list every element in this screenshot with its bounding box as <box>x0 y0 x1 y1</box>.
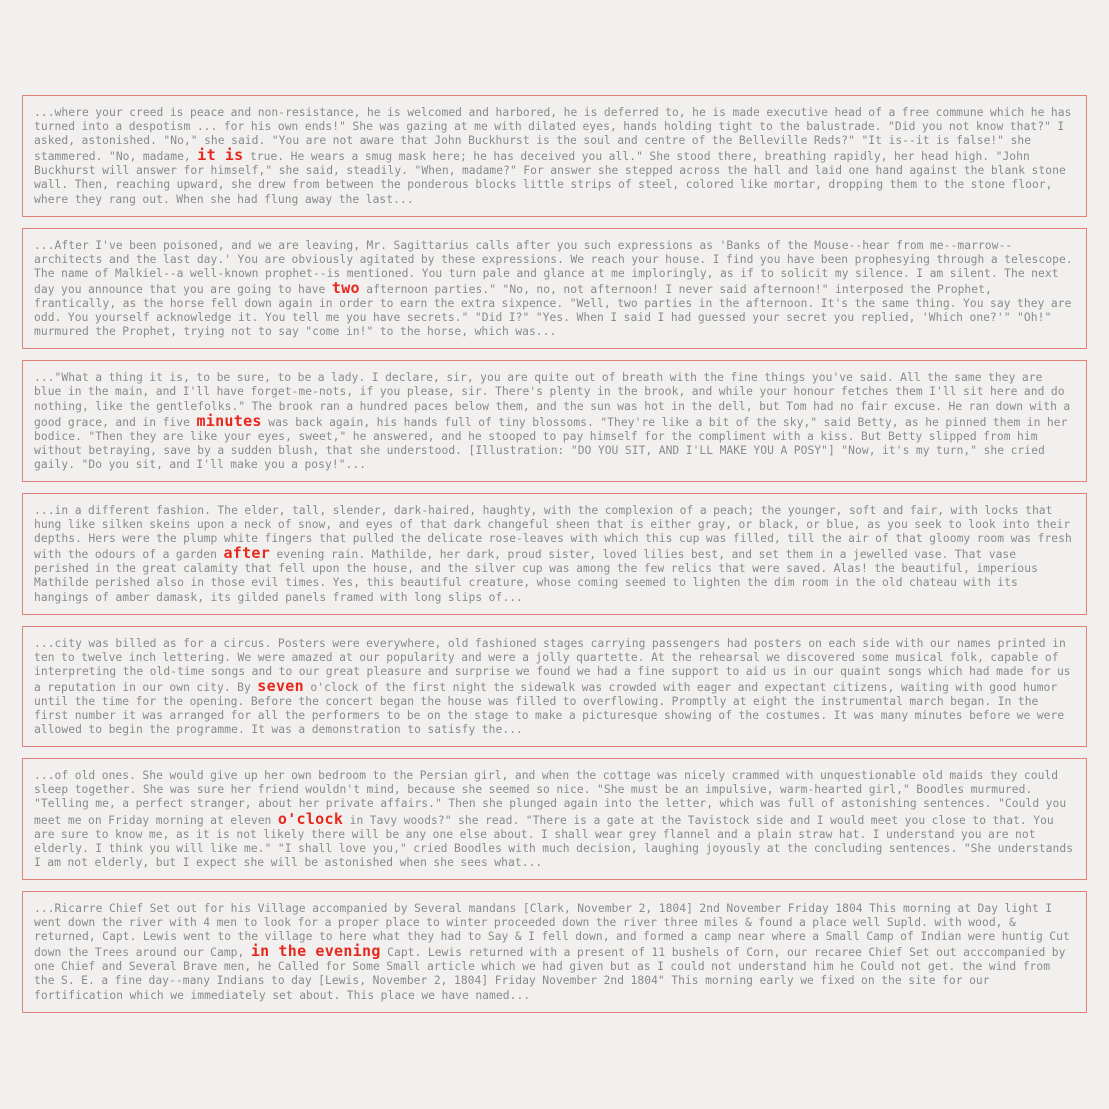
passage-text-before: ...city was billed as for a circus. Posters were everywhere, old fashioned stages carrying passengers had posters on each side with our names printed in ten to twelve inch lettering. We were amazed at our popularity and were a jolly quartette. At the rehearsal we discovered some musical folk, capable of interpreting the old-time songs and to our great pleasure and surprise we found we had a fine support to aid us in our quaint songs which had made for us a reputation in our own city. By <box>34 636 1071 694</box>
highlighted-phrase: in the evening <box>250 942 381 961</box>
passage-text-after: o'clock of the first night the sidewalk was crowded with eager and expectant citizens, waiting with good humor until the time for the opening. Before the concert began the house was filled to overflowing. Promptly at eight the instrumental march began. In the first number it was arranged for all the performers to be on the stage to make a picturesque showing of the costumes. It was many minutes before we were allowed to begin the programme. It was a demonstration to satisfy the... <box>34 680 1065 737</box>
highlighted-phrase: seven <box>257 676 304 695</box>
passage-card <box>22 891 1087 1013</box>
highlighted-phrase: two <box>331 278 360 297</box>
passage-text-after: evening rain. Mathilde, her dark, proud sister, loved lilies best, and set them in a jewelled vase. That vase perished in the great calamity that fell upon the house, and the silver cup was among the few relics that were saved. Alas! the beautiful, imperious Mathilde perished also in those evil times. Yes, this beautiful creature, whose coming seemed to lighten the dim room in the old chateau with its hangings of amber damask, its gilded panels framed with long slips of... <box>34 548 1038 604</box>
passage-text-before: ...where your creed is peace and non-resistance, he is welcomed and harbored, he is deferred to, he is made executive head of a free commune which he has turned into a despotism ... for his own ends!" She was gazing at me with dilated eyes, hands holding tight to the balustrade. "Did you not know that?" I asked, astonished. "No," she said. "You are not aware that John Buckhurst is the soul and centre of the Belleville Reds?" "It is--it is false!" she stammered. "No, madame, <box>34 106 1072 164</box>
highlighted-phrase: after <box>223 544 271 563</box>
passage-text-after: was back again, his hands full of tiny blossoms. "They're like a bit of the sky," said Betty, as he pinned them in her bodice. "Then they are like your eyes, sweet," he answered, and he stooped to pay himself for the compliment with a kiss. But Betty slipped from him without betraying, save by a sudden blush, that she understood. [Illustration: "DO YOU SIT, AND I'LL MAKE YOU A POSY"] "Now, it's my turn," she cried gaily. "Do you sit, and I'll make you a posy!"... <box>34 415 1068 471</box>
passage-text-before: ...of old ones. She would give up her own bedroom to the Persian girl, and when the cottage was nicely crammed with unquestionable old maids they could sleep together. She was sure her friend wouldn't mind, because she seemed so nice. "She must be an impulsive, warm-hearted girl," Boodles murmured. "Telling me, a perfect stranger, about her private affairs." Then she plunged again into the letter, which was full of astonishing sentences. "Could you meet me on Friday morning at eleven <box>34 769 1067 827</box>
passage-text-after: Capt. Lewis returned with a present of 11 bushels of Corn, our recaree Chief Set out acccompanied by one Chief and Several Brave men, he Called for Some Small article which we had given but as I could not understand him he Could not get. the wind from the S. E. a fine day--many Indians to day [Lewis, November 2, 1804] Friday November 2nd 1804" This morning early we fixed on the site for our fortification which we immediately set about. This place we have named... <box>34 946 1066 1002</box>
passage-text-after: in Tavy woods?" she read. "There is a gate at the Tavistock side and I would meet you close to that. You are sure to know me, as it is not likely there will be any one else about. I shall wear grey flannel and a plain straw hat. I understand you are not elderly. I think you will like me." "I shall love you," cried Boodles with much decision, laughing joyously at the concluding sentences. "She understands I am not elderly, but I expect she will be astonished when she sees what... <box>34 813 1074 869</box>
passage-text-before: ..."What a thing it is, to be sure, to be a lady. I declare, sir, you are quite out of breath with the fine things you've said. All the same they are blue in the main, and I'll have forget-me-nots, if you please, sir. There's plenty in the brook, and while your honour fetches them I'll sit here and do nothing, like the gentlefolks." The brook ran a hundred paces below them, and the sun was hot in the dell, but Tom had no fair excuse. He ran down with a good grace, and in five <box>34 371 1071 429</box>
passage-text-before: ...in a different fashion. The elder, tall, slender, dark-haired, haughty, with the complexion of a peach; the younger, soft and fair, with locks that hung like silken skeins upon a neck of snow, and eyes of that dark changeful sheen that is either gray, or black, or blue, as you seek to look into their depths. Hers were the plump white fingers that pulled the delicate rose-leaves with which this cup was filled, till the air of that gloomy room was fresh with the odours of a garden <box>34 503 1072 562</box>
highlighted-phrase: it is <box>197 146 244 165</box>
passage-text-before: ...After I've been poisoned, and we are leaving, Mr. Sagittarius calls after you such expressions as 'Banks of the Mouse--hear from me--marrow--architects and the last day.' You are obviously agitated by these expressions. We reach your house. I find you have been prophesying through a telescope. The name of Malkiel--a well-known prophet--is mentioned. You turn pale and glance at me imploringly, as if to solicit my silence. I am silent. The next day you announce that you are going to have <box>34 238 1073 296</box>
highlighted-phrase: minutes <box>196 411 262 430</box>
passage-text-after: true. He wears a smug mask here; he has deceived you all." She stood there, breathing rapidly, her head high. "John Buckhurst will answer for himself," she said, steadily. "When, madame?" For answer she stepped across the hall and laid one hand against the blank stone wall. Then, reaching upward, she drew from between the ponderous blocks little strips of steel, colored like mortar, dropping them to the stone floor, where they rang out. When she had flung away the last... <box>34 150 1066 206</box>
passage-card <box>22 95 1087 217</box>
passage-card <box>22 493 1087 615</box>
passage-text-before: ...Ricarre Chief Set out for his Village accompanied by Several mandans [Clark, November 2, 1804] 2nd November Friday 1804 This morning at Day light I went down the river with 4 men to look for a proper place to winter proceeded down the river three miles & found a place well Supld. with wood, & returned, Capt. Lewis went to the village to here what they had to Say & I fell down, and formed a camp near where a Small Camp of Indian were huntig Cut down the Trees around our Camp, <box>34 901 1070 960</box>
passage-text-after: afternoon parties." "No, no, not afternoon! I never said afternoon!" interposed the Prophet, frantically, as the horse fell down again in order to earn the extra sixpence. "Well, two parties in the afternoon. It's the same thing. You say they are odd. You yourself acknowledge it. You tell me you have secrets." "Did I?" "Yes. When I said I had guessed your secret you replied, 'Which one?'" "Oh!" murmured the Prophet, trying not to say "come in!" to the horse, which was... <box>34 282 1072 339</box>
passage-card <box>22 626 1087 748</box>
passage-list <box>22 95 1087 1024</box>
passage-card <box>22 758 1087 880</box>
passage-card <box>22 360 1087 482</box>
highlighted-phrase: o'clock <box>277 809 344 828</box>
passage-card <box>22 228 1087 350</box>
